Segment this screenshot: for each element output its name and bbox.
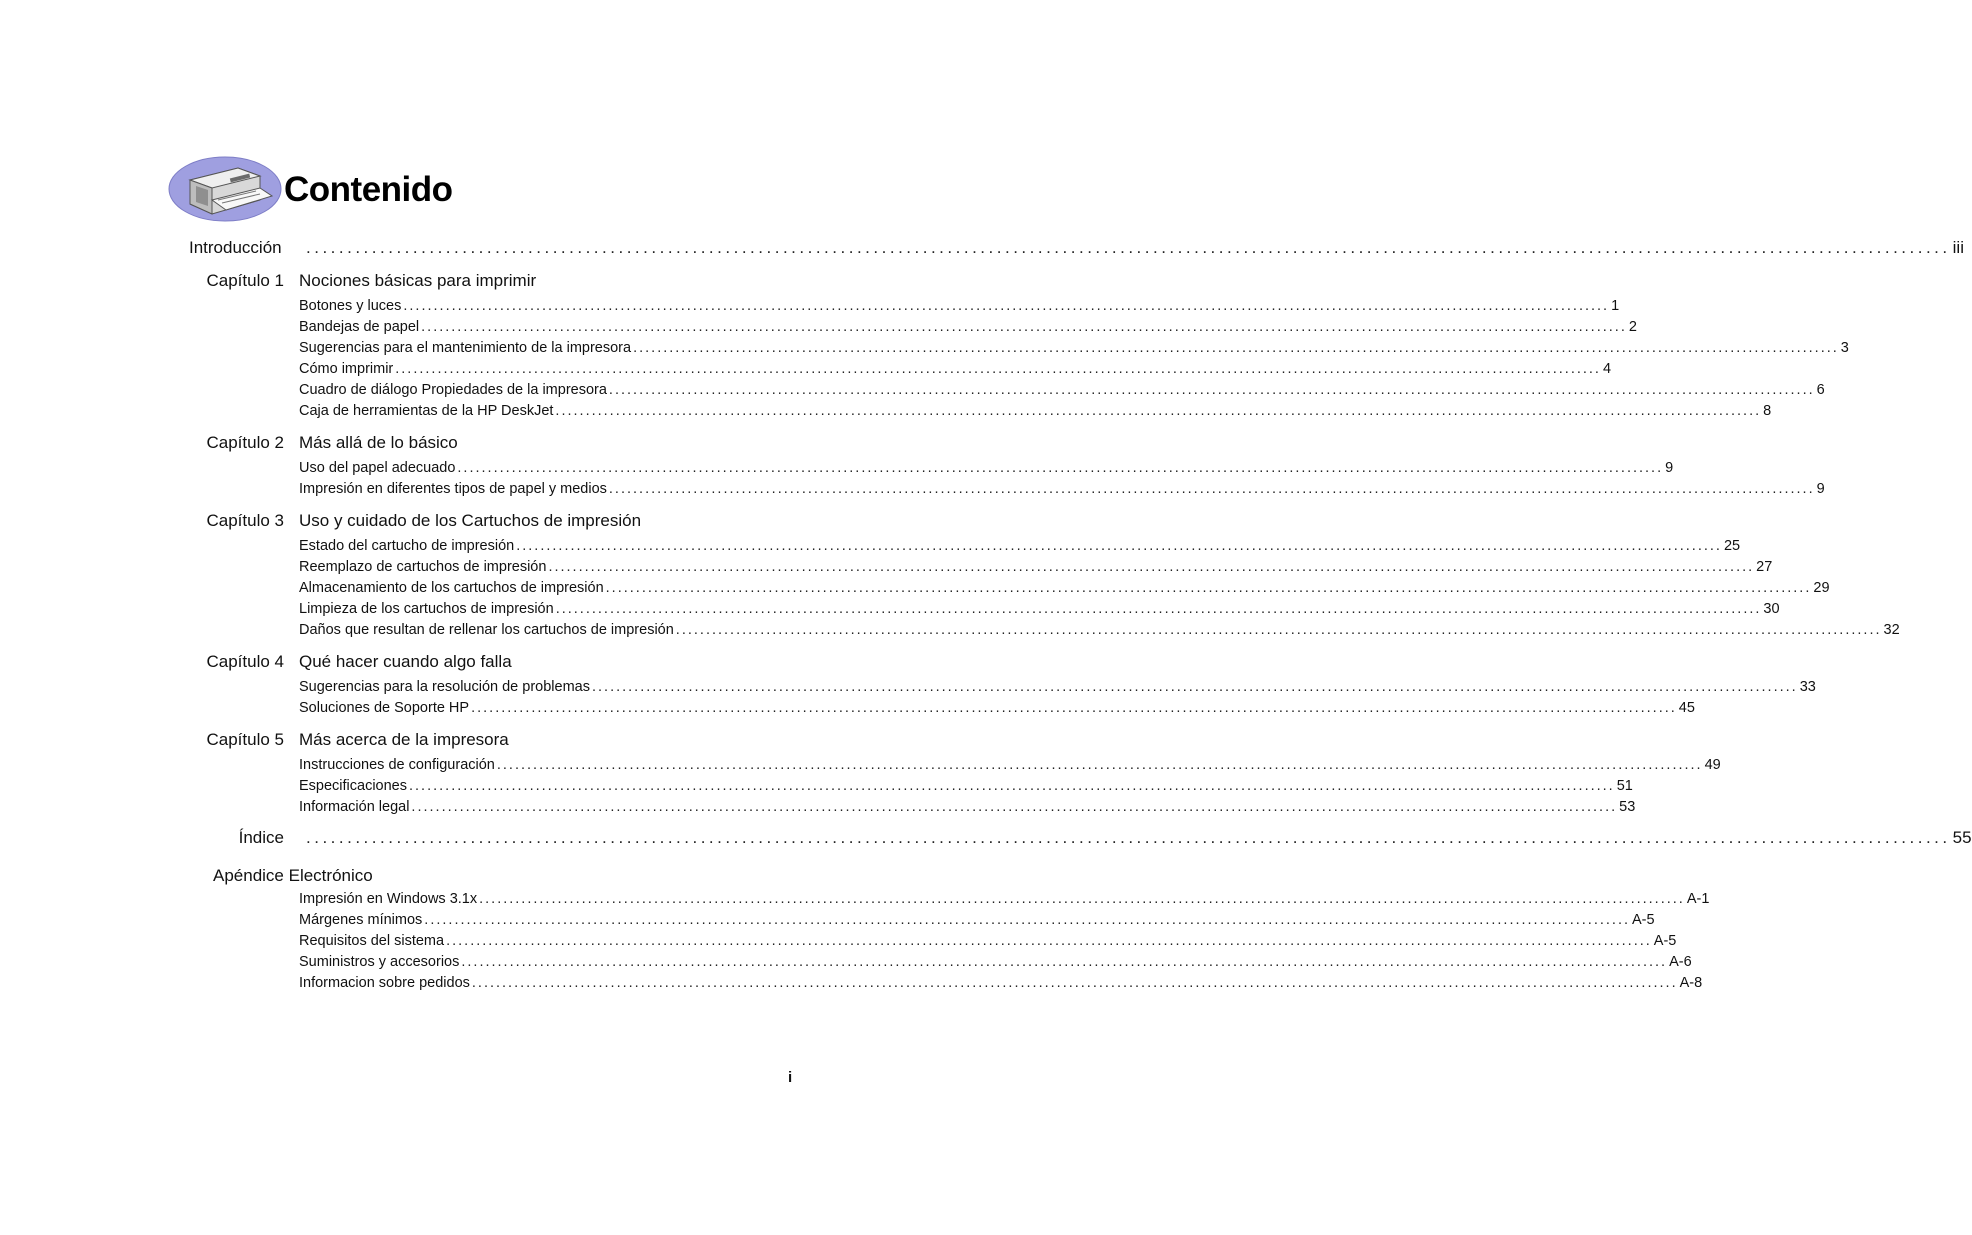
toc-entry[interactable] — [299, 975, 1703, 995]
toc-entry[interactable] — [299, 622, 1900, 642]
toc-entry-page: A-6 — [1669, 954, 1692, 970]
chapter-4-label: Capítulo 4 — [206, 652, 284, 671]
dot-leader: ........................................................................................................................................................................................................ — [457, 460, 1664, 476]
dot-leader: ........................................................................................................................................................................................................ — [411, 799, 1618, 815]
chapter-2-title[interactable]: Más allá de lo básico — [299, 433, 458, 452]
toc-entry[interactable] — [299, 403, 1772, 423]
chapter-1-label: Capítulo 1 — [206, 271, 284, 290]
toc-entry-text: Bandejas de papel — [299, 319, 420, 335]
toc-entry-page: 3 — [1840, 340, 1849, 356]
toc-entry[interactable] — [299, 538, 1741, 558]
toc-entry[interactable] — [299, 891, 1710, 911]
toc-entry-page: 45 — [1678, 700, 1695, 716]
dot-leader: ........................................................................................................................................................................................................ — [675, 622, 1882, 638]
toc-index-page: 55 — [1952, 828, 1972, 847]
toc-entry-text: Uso del papel adecuado — [299, 460, 456, 476]
toc-entry[interactable] — [299, 298, 1620, 318]
toc-entry[interactable] — [299, 559, 1773, 579]
toc-entry[interactable] — [299, 580, 1830, 600]
dot-leader: ........................................................................................................................................................................................................ — [605, 580, 1812, 596]
toc-entry[interactable] — [299, 679, 1816, 699]
toc-entry-page: 33 — [1799, 679, 1816, 695]
toc-entry-page: 2 — [1628, 319, 1637, 335]
chapter-3-label: Capítulo 3 — [206, 511, 284, 530]
toc-entry-page: A-8 — [1679, 975, 1703, 991]
toc-entry-text: Márgenes mínimos — [299, 912, 423, 928]
toc-entry-text: Impresión en Windows 3.1x — [299, 891, 478, 907]
toc-entry-text: Instrucciones de configuración — [299, 757, 495, 773]
chapter-4-title[interactable]: Qué hacer cuando algo falla — [299, 652, 512, 671]
dot-leader: ........................................................................................................................................................................................................ — [461, 954, 1668, 970]
toc-entry-text: Daños que resultan de rellenar los cartuchos de impresión — [299, 622, 674, 638]
dot-leader: ........................................................................................................................................................................................................ — [471, 975, 1678, 991]
toc-entry-text: Información legal — [299, 799, 410, 815]
dot-leader: ........................................................................................................................................................................................................ — [424, 912, 1631, 928]
toc-entry-page: 9 — [1816, 481, 1825, 497]
toc-entry[interactable] — [299, 912, 1655, 932]
toc-entry[interactable] — [299, 319, 1637, 339]
toc-entry[interactable] — [299, 954, 1692, 974]
dot-leader: ........................................................................................................................................................................................................ — [471, 700, 1677, 716]
toc-entry-page: 32 — [1883, 622, 1900, 638]
toc-entry-page: 27 — [1756, 559, 1773, 575]
dot-leader: ........................................................................................................................................................................................................ — [555, 403, 1762, 419]
chapter-1-title[interactable]: Nociones básicas para imprimir — [299, 271, 537, 290]
appendix-title: Apéndice Electrónico — [213, 866, 373, 885]
toc-entry[interactable] — [299, 382, 1825, 402]
toc-entry-text: Botones y luces — [299, 298, 402, 314]
toc-entry-text: Requisitos del sistema — [299, 933, 445, 949]
toc-entry-page: 6 — [1816, 382, 1825, 398]
toc-entry-page: 9 — [1665, 460, 1674, 476]
page-number: i — [788, 1069, 793, 1086]
toc-entry-text: Suministros y accesorios — [299, 954, 460, 970]
toc-entry-page: 51 — [1616, 778, 1633, 794]
toc-entry-text: Especificaciones — [299, 778, 407, 794]
dot-leader: ........................................................................................................................................................................................................ — [496, 757, 1703, 773]
dot-leader: ........................................................................................................................................................................................................ — [548, 559, 1755, 575]
dot-leader: ........................................................................................................................................................................................................ — [403, 298, 1610, 314]
toc-entry-text: Sugerencias para el mantenimiento de la impresora — [299, 340, 632, 356]
dot-leader: ........................................................................................................................................................................................................ — [555, 601, 1762, 617]
chapter-5-label: Capítulo 5 — [206, 730, 284, 749]
toc-entry-text: Soluciones de Soporte HP — [299, 700, 470, 716]
dot-leader: ........................................................................................................................................................................................................ — [306, 828, 1951, 847]
toc-index-row[interactable] — [189, 828, 1972, 852]
toc-entry[interactable] — [299, 933, 1677, 953]
toc-entry-page: 29 — [1813, 580, 1830, 596]
toc-entry-page: A-1 — [1686, 891, 1710, 907]
toc-entry[interactable] — [299, 799, 1636, 819]
dot-leader: ........................................................................................................................................................................................................ — [409, 778, 1615, 794]
toc-entry[interactable] — [299, 460, 1674, 480]
dot-leader: ........................................................................................................................................................................................................ — [479, 891, 1685, 907]
toc-entry-text: Informacion sobre pedidos — [299, 975, 470, 991]
toc-entry-page: 25 — [1723, 538, 1741, 554]
toc-entry-text: Almacenamiento de los cartuchos de impresión — [299, 580, 604, 596]
toc-entry[interactable] — [299, 481, 1825, 501]
toc-entry-text: Cuadro de diálogo Propiedades de la impresora — [299, 382, 607, 398]
toc-entry-text: Cómo imprimir — [299, 361, 394, 377]
toc-entry-text: Sugerencias para la resolución de problemas — [299, 679, 590, 695]
toc-entry-page: A-5 — [1653, 933, 1677, 949]
dot-leader: ........................................................................................................................................................................................................ — [306, 238, 1951, 257]
toc-entry-page: 49 — [1704, 757, 1721, 773]
dot-leader: ........................................................................................................................................................................................................ — [395, 361, 1601, 377]
chapter-5-title[interactable]: Más acerca de la impresora — [299, 730, 509, 749]
toc-index-label: Índice — [238, 828, 284, 847]
dot-leader: ........................................................................................................................................................................................................ — [608, 481, 1815, 497]
dot-leader: ........................................................................................................................................................................................................ — [591, 679, 1798, 695]
toc-entry-text: Reemplazo de cartuchos de impresión — [299, 559, 547, 575]
toc-entry[interactable] — [299, 778, 1633, 798]
toc-entry-text: Caja de herramientas de la HP DeskJet — [299, 403, 554, 419]
dot-leader: ........................................................................................................................................................................................................ — [516, 538, 1722, 554]
toc-entry[interactable] — [299, 700, 1695, 720]
chapter-2-label: Capítulo 2 — [206, 433, 284, 452]
toc-entry-page: 4 — [1602, 361, 1612, 377]
toc-entry[interactable] — [299, 601, 1780, 621]
toc-entry[interactable] — [299, 361, 1612, 381]
dot-leader: ........................................................................................................................................................................................................ — [633, 340, 1839, 356]
toc-entry-text: Impresión en diferentes tipos de papel y medios — [299, 481, 607, 497]
dot-leader: ........................................................................................................................................................................................................ — [446, 933, 1652, 949]
toc-entry-page: 8 — [1763, 403, 1772, 419]
toc-entry-page: 30 — [1763, 601, 1780, 617]
dot-leader: ........................................................................................................................................................................................................ — [421, 319, 1627, 335]
toc-intro-label: Introducción — [189, 238, 282, 257]
toc-intro-page: iii — [1952, 238, 1964, 257]
toc-entry[interactable] — [299, 340, 1849, 360]
toc-intro-row[interactable] — [189, 238, 1964, 262]
chapter-3-title[interactable]: Uso y cuidado de los Cartuchos de impresión — [299, 511, 642, 530]
toc-entry-page: 1 — [1611, 298, 1620, 314]
toc-entry[interactable] — [299, 757, 1721, 777]
toc-entry-page: 53 — [1619, 799, 1636, 815]
toc-entry-text: Estado del cartucho de impresión — [299, 538, 515, 554]
toc-entry-page: A-5 — [1632, 912, 1655, 928]
dot-leader: ........................................................................................................................................................................................................ — [608, 382, 1815, 398]
toc-entry-text: Limpieza de los cartuchos de impresión — [299, 601, 554, 617]
page-title: Contenido — [284, 170, 453, 209]
